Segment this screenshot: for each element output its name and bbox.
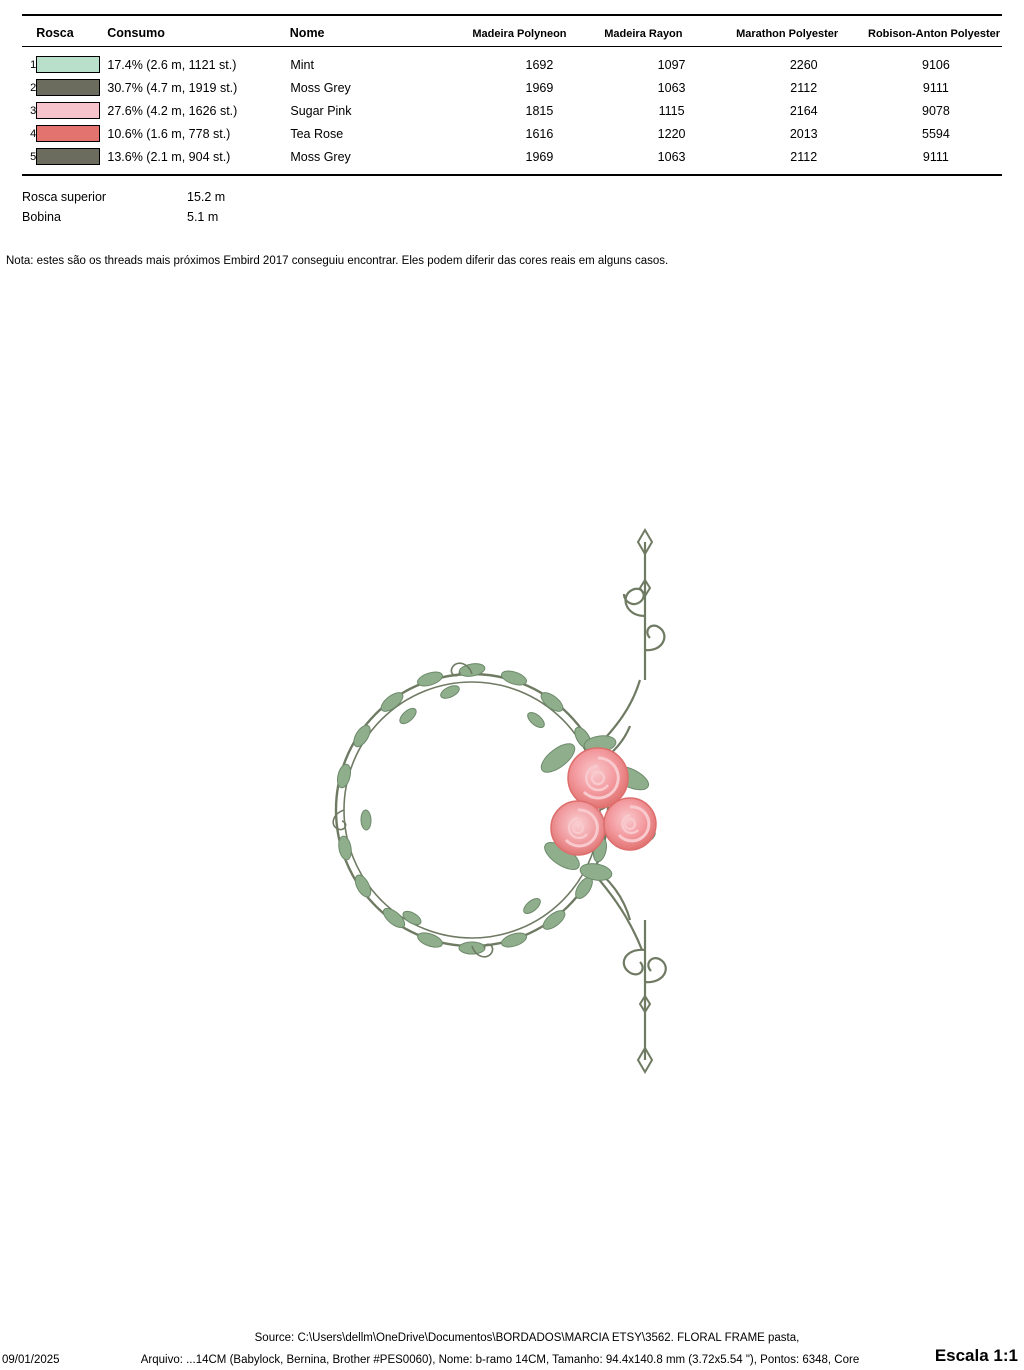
row-madeira-rayon: 1115: [658, 103, 685, 118]
footer-scale: Escala 1:1: [934, 1346, 1018, 1365]
table-header-rule: [22, 46, 1002, 47]
header-consumo: Consumo: [107, 26, 165, 40]
table-row: [22, 99, 1002, 122]
header-index: [22, 16, 36, 46]
row-nome: Moss Grey: [290, 80, 351, 95]
row-robison-anton-polyester: 9111: [922, 149, 949, 164]
row-madeira-polyneon: 1969: [525, 80, 554, 95]
table-row: [22, 122, 1002, 145]
bobbin-row: [22, 210, 307, 224]
row-color-cell: [36, 76, 107, 99]
bobbin-value: 5.1 m: [187, 210, 219, 224]
row-color-cell: [36, 122, 107, 145]
row-consumo: 13.6% (2.1 m, 904 st.): [107, 149, 231, 164]
row-marathon-polyester: 2112: [790, 149, 818, 164]
table-row: [22, 53, 1002, 76]
row-robison-anton-polyester: 9111: [922, 80, 949, 95]
color-swatch: [36, 102, 100, 119]
row-index: 1: [30, 58, 37, 71]
color-matching-note: Nota: estes são os threads mais próximos Embird 2017 conseguiu encontrar. Eles podem diferir das cores reais em alguns casos.: [6, 255, 669, 267]
thread-table-container: [22, 14, 1002, 176]
header-marathon-polyester: Marathon Polyester: [736, 28, 839, 40]
color-swatch: [36, 125, 100, 142]
row-robison-anton-polyester: 5594: [922, 126, 950, 141]
rose-top: [568, 748, 628, 808]
row-consumo: 10.6% (1.6 m, 778 st.): [107, 126, 231, 141]
table-row: [22, 145, 1002, 168]
row-madeira-polyneon: 1616: [525, 126, 554, 141]
top-thread-label: Rosca superior: [22, 190, 107, 204]
row-nome: Sugar Pink: [290, 103, 352, 118]
row-consumo: 30.7% (4.7 m, 1919 st.): [107, 80, 238, 95]
table-bottom-rule: [22, 174, 1002, 176]
header-robison-anton-polyester: Robison-Anton Polyester: [868, 28, 1001, 40]
row-robison-anton-polyester: 9078: [922, 103, 950, 118]
header-rosca: Rosca: [36, 26, 74, 40]
row-madeira-rayon: 1063: [657, 80, 686, 95]
row-index: 5: [30, 150, 37, 163]
thread-table-body-wrap: [22, 53, 1002, 168]
footer-source: Source: C:\Users\dellm\OneDrive\Documentos\BORDADOS\MARCIA ETSY\3562. FLORAL FRAME pasta,: [254, 1332, 800, 1344]
footer-date: 09/01/2025: [2, 1354, 60, 1366]
header-madeira-polyneon: Madeira Polyneon: [472, 28, 567, 40]
footer-file-info: Arquivo: ...14CM (Babylock, Bernina, Brother #PES0060), Nome: b-ramo 14CM, Tamanho: 94.4x140.8 mm (3.72x5.54 "), Pontos: 6348, Core: [140, 1354, 860, 1366]
rose-left: [551, 801, 605, 855]
row-madeira-rayon: 1063: [657, 149, 686, 164]
thread-table: [22, 16, 1002, 46]
table-row: [22, 76, 1002, 99]
thread-table-body: [22, 53, 1002, 168]
row-color-cell: [36, 99, 107, 122]
row-nome: Mint: [290, 57, 314, 72]
color-swatch: [36, 148, 100, 165]
color-swatch: [36, 56, 100, 73]
bobbin-label: Bobina: [22, 210, 61, 224]
row-color-cell: [36, 53, 107, 76]
top-thread-value: 15.2 m: [187, 190, 226, 204]
footer-details-row: [0, 1346, 1024, 1366]
row-index: 4: [30, 127, 37, 140]
row-index: 2: [30, 81, 37, 94]
row-marathon-polyester: 2013: [789, 126, 818, 141]
row-marathon-polyester: 2260: [789, 57, 818, 72]
row-consumo: 27.6% (4.2 m, 1626 st.): [107, 103, 238, 118]
embroidery-design-preview: [300, 520, 730, 1090]
header-madeira-rayon: Madeira Rayon: [604, 28, 683, 40]
row-marathon-polyester: 2112: [790, 80, 818, 95]
page-footer: [0, 1332, 1024, 1366]
table-header-row: [22, 16, 1002, 46]
row-madeira-polyneon: 1692: [525, 57, 554, 72]
header-nome: Nome: [289, 26, 325, 40]
row-nome: Tea Rose: [290, 126, 344, 141]
row-madeira-rayon: 1097: [657, 57, 686, 72]
row-nome: Moss Grey: [290, 149, 351, 164]
row-madeira-polyneon: 1969: [525, 149, 554, 164]
row-consumo: 17.4% (2.6 m, 1121 st.): [107, 57, 237, 72]
floral-frame-illustration: [300, 520, 730, 1090]
top-thread-row: [22, 190, 307, 204]
row-marathon-polyester: 2164: [789, 103, 818, 118]
row-color-cell: [36, 145, 107, 168]
row-robison-anton-polyester: 9106: [922, 57, 950, 72]
thread-table-head: [22, 16, 1002, 46]
color-swatch: [36, 79, 100, 96]
row-index: 3: [30, 104, 37, 117]
thread-totals: [22, 190, 307, 230]
rose-right: [604, 798, 656, 850]
row-madeira-rayon: 1220: [657, 126, 686, 141]
row-madeira-polyneon: 1815: [525, 103, 554, 118]
